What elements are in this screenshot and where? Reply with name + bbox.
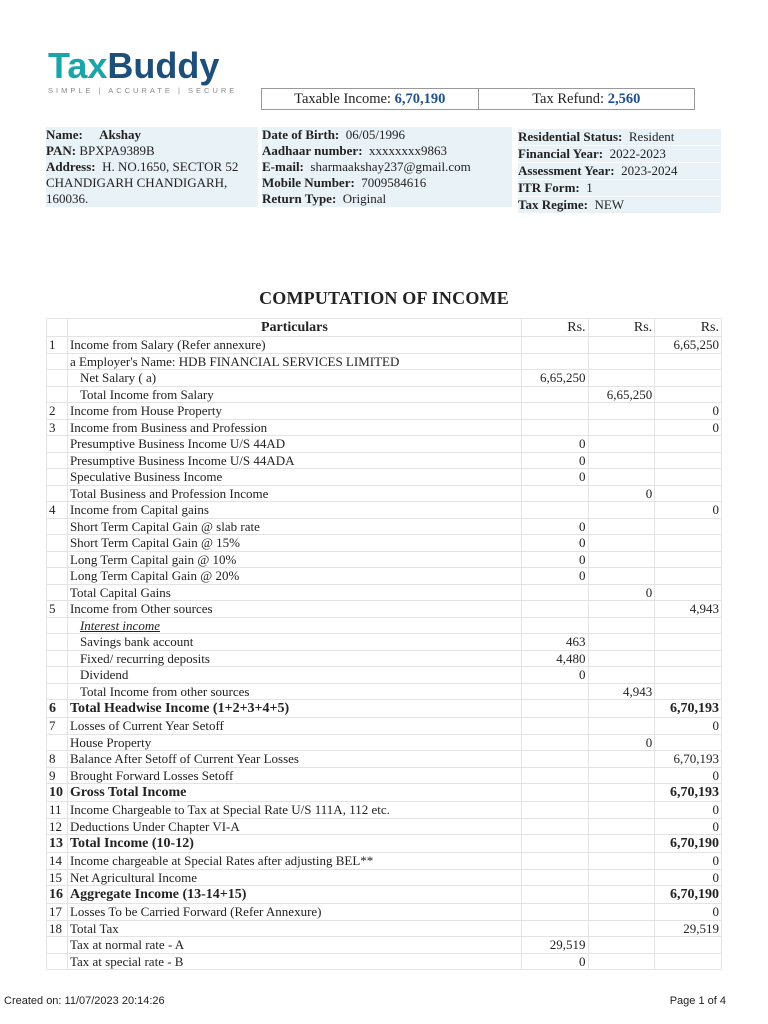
row-amount-col3: 0: [655, 853, 722, 870]
row-amount-col1: [521, 584, 588, 601]
row-particulars: Net Agricultural Income: [67, 869, 521, 886]
row-number: [47, 650, 68, 667]
row-amount-col3: 4,943: [655, 601, 722, 618]
email-value: sharmaakshay237@gmail.com: [310, 159, 471, 174]
row-amount-col1: 0: [521, 535, 588, 552]
row-number: [47, 469, 68, 486]
table-row: [47, 667, 722, 684]
address-line3: 160036.: [46, 191, 89, 206]
row-particulars: Losses To be Carried Forward (Refer Annexure): [67, 904, 521, 921]
table-row: [47, 337, 722, 354]
row-amount-col1: [521, 337, 588, 354]
row-number: 11: [47, 802, 68, 819]
row-amount-col1: [521, 403, 588, 420]
taxable-income-label: Taxable Income:: [294, 91, 391, 107]
row-amount-col3: 0: [655, 802, 722, 819]
row-amount-col3: [655, 650, 722, 667]
row-number: 15: [47, 869, 68, 886]
row-amount-col1: [521, 751, 588, 768]
row-particulars: Dividend: [67, 667, 521, 684]
row-amount-col1: [521, 485, 588, 502]
row-amount-col2: [588, 535, 655, 552]
row-amount-col2: [588, 469, 655, 486]
row-particulars: House Property: [67, 734, 521, 751]
table-row: [47, 370, 722, 387]
row-amount-col3: [655, 370, 722, 387]
tax-regime-value: NEW: [594, 197, 625, 212]
row-amount-col3: 0: [655, 718, 722, 735]
row-amount-col3: [655, 734, 722, 751]
row-amount-col1: 0: [521, 667, 588, 684]
personal-info-right: [518, 129, 721, 214]
row-number: 5: [47, 601, 68, 618]
table-row: [47, 818, 722, 835]
row-amount-col2: [588, 953, 655, 970]
row-amount-col2: 0: [588, 734, 655, 751]
row-particulars: Presumptive Business Income U/S 44AD: [67, 436, 521, 453]
row-particulars: Fixed/ recurring deposits: [67, 650, 521, 667]
row-amount-col3: 6,70,193: [655, 751, 722, 768]
personal-info-middle: [262, 127, 512, 207]
row-amount-col3: 6,65,250: [655, 337, 722, 354]
row-amount-col3: 6,70,190: [655, 886, 722, 904]
table-row: [47, 634, 722, 651]
table-row: [47, 518, 722, 535]
header-rs-2: Rs.: [588, 319, 655, 337]
row-amount-col3: 6,70,190: [655, 835, 722, 853]
table-row: [47, 419, 722, 436]
row-amount-col2: 6,65,250: [588, 386, 655, 403]
itr-form-label: ITR Form:: [518, 180, 580, 195]
table-row: [47, 452, 722, 469]
table-row: [47, 734, 722, 751]
row-particulars: Speculative Business Income: [67, 469, 521, 486]
row-particulars: Total Tax: [67, 920, 521, 937]
row-amount-col2: [588, 751, 655, 768]
row-amount-col2: [588, 568, 655, 585]
row-amount-col3: [655, 953, 722, 970]
row-amount-col3: [655, 469, 722, 486]
row-amount-col3: 29,519: [655, 920, 722, 937]
row-number: [47, 452, 68, 469]
row-amount-col2: [588, 718, 655, 735]
row-amount-col2: [588, 502, 655, 519]
row-particulars: Income from Business and Profession: [67, 419, 521, 436]
row-number: [47, 386, 68, 403]
row-amount-col1: [521, 920, 588, 937]
created-on-footer: Created on: 11/07/2023 20:14:26: [4, 995, 165, 1007]
row-particulars: Long Term Capital gain @ 10%: [67, 551, 521, 568]
row-amount-col2: [588, 853, 655, 870]
row-particulars: Income from House Property: [67, 403, 521, 420]
row-amount-col2: [588, 700, 655, 718]
row-number: 17: [47, 904, 68, 921]
row-amount-col1: [521, 853, 588, 870]
table-row: [47, 386, 722, 403]
table-row: [47, 353, 722, 370]
row-amount-col1: [521, 700, 588, 718]
personal-info-left: [46, 127, 258, 207]
table-row: [47, 802, 722, 819]
row-particulars: Total Headwise Income (1+2+3+4+5): [67, 700, 521, 718]
table-row: [47, 469, 722, 486]
taxbuddy-logo: [48, 45, 248, 98]
dob-label: Date of Birth:: [262, 127, 340, 142]
row-amount-col1: [521, 718, 588, 735]
table-row: [47, 751, 722, 768]
header-rs-3: Rs.: [655, 319, 722, 337]
row-amount-col3: [655, 518, 722, 535]
row-amount-col2: [588, 370, 655, 387]
row-number: [47, 937, 68, 954]
row-amount-col3: [655, 584, 722, 601]
table-row: [47, 953, 722, 970]
row-amount-col2: [588, 937, 655, 954]
row-amount-col3: [655, 667, 722, 684]
table-row: [47, 904, 722, 921]
row-amount-col2: [588, 436, 655, 453]
section-subheading: Interest income: [79, 617, 160, 633]
row-amount-col1: [521, 617, 588, 634]
return-type-value: Original: [342, 191, 387, 206]
row-amount-col1: 463: [521, 634, 588, 651]
row-amount-col1: 0: [521, 953, 588, 970]
row-particulars: Income Chargeable to Tax at Special Rate U/S 111A, 112 etc.: [67, 802, 521, 819]
row-amount-col3: [655, 634, 722, 651]
row-number: 14: [47, 853, 68, 870]
row-number: 16: [47, 886, 68, 904]
financial-year-value: 2022-2023: [609, 146, 666, 161]
row-number: [47, 667, 68, 684]
row-number: 2: [47, 403, 68, 420]
row-number: 8: [47, 751, 68, 768]
header-particulars: Particulars: [67, 319, 521, 337]
page-number-footer: Page 1 of 4: [669, 995, 726, 1007]
row-amount-col3: 6,70,193: [655, 784, 722, 802]
return-type-label: Return Type:: [262, 191, 337, 206]
row-number: 10: [47, 784, 68, 802]
table-row: [47, 502, 722, 519]
table-row: [47, 485, 722, 502]
row-amount-col1: [521, 386, 588, 403]
row-number: 4: [47, 502, 68, 519]
header-rs-1: Rs.: [521, 319, 588, 337]
row-particulars: Short Term Capital Gain @ 15%: [67, 535, 521, 552]
row-amount-col3: [655, 683, 722, 700]
row-particulars: Deductions Under Chapter VI-A: [67, 818, 521, 835]
row-amount-col3: 6,70,193: [655, 700, 722, 718]
row-amount-col2: 0: [588, 485, 655, 502]
row-amount-col2: [588, 802, 655, 819]
row-amount-col3: [655, 485, 722, 502]
row-amount-col2: [588, 634, 655, 651]
row-number: [47, 535, 68, 552]
table-row: [47, 700, 722, 718]
row-amount-col3: 0: [655, 502, 722, 519]
row-particulars: Total Income (10-12): [67, 835, 521, 853]
row-amount-col2: [588, 869, 655, 886]
row-amount-col3: 0: [655, 818, 722, 835]
email-label: E-mail:: [262, 159, 304, 174]
tax-refund-value: 2,560: [607, 91, 641, 107]
row-amount-col1: [521, 818, 588, 835]
row-amount-col2: [588, 403, 655, 420]
residential-status-value: Resident: [628, 129, 675, 144]
row-amount-col3: [655, 535, 722, 552]
row-number: 18: [47, 920, 68, 937]
row-amount-col2: [588, 920, 655, 937]
row-number: [47, 634, 68, 651]
table-row: [47, 920, 722, 937]
row-amount-col2: [588, 419, 655, 436]
row-amount-col3: [655, 436, 722, 453]
row-particulars: Tax at special rate - B: [67, 953, 521, 970]
computation-table: [46, 318, 722, 970]
table-row: [47, 568, 722, 585]
row-amount-col3: [655, 568, 722, 585]
row-amount-col1: [521, 734, 588, 751]
table-row: [47, 601, 722, 618]
row-amount-col2: 0: [588, 584, 655, 601]
address-label: Address:: [46, 159, 96, 174]
row-particulars: Total Business and Profession Income: [67, 485, 521, 502]
row-amount-col3: 0: [655, 904, 722, 921]
row-amount-col3: [655, 617, 722, 634]
row-particulars: Income chargeable at Special Rates after adjusting BEL**: [67, 853, 521, 870]
row-amount-col3: [655, 452, 722, 469]
row-number: [47, 485, 68, 502]
tax-regime-label: Tax Regime:: [518, 197, 588, 212]
row-amount-col2: [588, 767, 655, 784]
itr-form-value: 1: [586, 180, 593, 195]
row-number: [47, 370, 68, 387]
mobile-value: 7009584616: [361, 175, 427, 190]
row-amount-col3: [655, 937, 722, 954]
table-row: [47, 718, 722, 735]
row-number: 1: [47, 337, 68, 354]
table-row: [47, 535, 722, 552]
row-amount-col1: 0: [521, 452, 588, 469]
name-label: Name:: [46, 127, 83, 142]
row-amount-col1: [521, 767, 588, 784]
row-amount-col1: [521, 886, 588, 904]
row-amount-col3: [655, 551, 722, 568]
row-amount-col1: [521, 601, 588, 618]
row-amount-col2: [588, 886, 655, 904]
row-number: [47, 584, 68, 601]
table-row: [47, 853, 722, 870]
row-particulars: Income from Other sources: [67, 601, 521, 618]
row-particulars: Aggregate Income (13-14+15): [67, 886, 521, 904]
table-row: [47, 835, 722, 853]
row-amount-col1: [521, 784, 588, 802]
row-amount-col3: [655, 386, 722, 403]
row-number: [47, 734, 68, 751]
row-particulars: Long Term Capital Gain @ 20%: [67, 568, 521, 585]
row-amount-col3: 0: [655, 403, 722, 420]
assessment-year-value: 2023-2024: [621, 163, 678, 178]
row-number: [47, 568, 68, 585]
row-amount-col2: [588, 835, 655, 853]
row-particulars: Gross Total Income: [67, 784, 521, 802]
row-amount-col2: [588, 452, 655, 469]
row-number: [47, 953, 68, 970]
summary-box: [261, 88, 695, 110]
row-amount-col2: [588, 818, 655, 835]
row-number: [47, 617, 68, 634]
table-row: [47, 937, 722, 954]
row-amount-col2: [588, 518, 655, 535]
row-amount-col2: [588, 667, 655, 684]
taxable-income-cell: [262, 89, 478, 109]
aadhaar-value: xxxxxxxx9863: [369, 143, 448, 158]
row-amount-col3: 0: [655, 419, 722, 436]
logo-word-tax: Tax: [48, 45, 108, 86]
row-particulars: a Employer's Name: HDB FINANCIAL SERVICES LIMITED: [67, 353, 521, 370]
header-no-cell: [47, 319, 68, 337]
row-number: 9: [47, 767, 68, 784]
table-row: [47, 886, 722, 904]
assessment-year-label: Assessment Year:: [518, 163, 615, 178]
financial-year-label: Financial Year:: [518, 146, 604, 161]
row-number: [47, 436, 68, 453]
row-amount-col3: 0: [655, 869, 722, 886]
row-particulars: Savings bank account: [67, 634, 521, 651]
row-amount-col1: 0: [521, 469, 588, 486]
page-title: COMPUTATION OF INCOME: [259, 288, 509, 308]
row-amount-col2: [588, 353, 655, 370]
row-amount-col1: 29,519: [521, 937, 588, 954]
row-particulars: Total Capital Gains: [67, 584, 521, 601]
row-number: [47, 683, 68, 700]
row-amount-col3: 0: [655, 767, 722, 784]
row-amount-col3: [655, 353, 722, 370]
row-amount-col1: [521, 502, 588, 519]
tax-refund-cell: [478, 89, 695, 109]
table-row: [47, 403, 722, 420]
row-amount-col1: [521, 419, 588, 436]
row-amount-col2: [588, 337, 655, 354]
logo-word-buddy: Buddy: [107, 45, 220, 86]
row-particulars: [67, 617, 521, 634]
row-amount-col1: [521, 683, 588, 700]
row-amount-col2: [588, 617, 655, 634]
row-amount-col1: [521, 353, 588, 370]
tax-refund-label: Tax Refund:: [532, 91, 605, 107]
logo-tagline: SIMPLE | ACCURATE | SECURE: [48, 86, 238, 95]
table-row: [47, 767, 722, 784]
dob-value: 06/05/1996: [345, 127, 405, 142]
row-amount-col2: [588, 551, 655, 568]
row-number: 3: [47, 419, 68, 436]
row-particulars: Income from Salary (Refer annexure): [67, 337, 521, 354]
row-particulars: Tax at normal rate - A: [67, 937, 521, 954]
table-row: [47, 551, 722, 568]
row-particulars: Losses of Current Year Setoff: [67, 718, 521, 735]
row-number: 13: [47, 835, 68, 853]
row-amount-col1: 0: [521, 551, 588, 568]
row-amount-col2: [588, 784, 655, 802]
table-row: [47, 683, 722, 700]
table-row: [47, 650, 722, 667]
table-row: [47, 869, 722, 886]
name-value: Akshay: [99, 127, 141, 142]
row-particulars: Total Income from Salary: [67, 386, 521, 403]
row-particulars: Presumptive Business Income U/S 44ADA: [67, 452, 521, 469]
row-amount-col1: 0: [521, 518, 588, 535]
row-amount-col2: 4,943: [588, 683, 655, 700]
row-amount-col1: 4,480: [521, 650, 588, 667]
row-particulars: Total Income from other sources: [67, 683, 521, 700]
row-amount-col1: [521, 904, 588, 921]
table-row: [47, 436, 722, 453]
row-amount-col1: 0: [521, 436, 588, 453]
row-amount-col1: 0: [521, 568, 588, 585]
row-number: 6: [47, 700, 68, 718]
aadhaar-label: Aadhaar number:: [262, 143, 363, 158]
address-line2: CHANDIGARH CHANDIGARH,: [46, 175, 228, 190]
row-particulars: Net Salary ( a): [67, 370, 521, 387]
taxable-income-value: 6,70,190: [394, 91, 446, 107]
row-number: 7: [47, 718, 68, 735]
residential-status-label: Residential Status:: [518, 129, 623, 144]
row-particulars: Brought Forward Losses Setoff: [67, 767, 521, 784]
row-number: [47, 518, 68, 535]
row-amount-col2: [588, 904, 655, 921]
row-particulars: Balance After Setoff of Current Year Losses: [67, 751, 521, 768]
row-amount-col1: 6,65,250: [521, 370, 588, 387]
row-particulars: Short Term Capital Gain @ slab rate: [67, 518, 521, 535]
table-row: [47, 584, 722, 601]
row-amount-col2: [588, 650, 655, 667]
row-number: [47, 353, 68, 370]
pan-value: BPXPA9389B: [79, 143, 155, 158]
pan-label: PAN:: [46, 143, 77, 158]
row-amount-col1: [521, 835, 588, 853]
address-line1: H. NO.1650, SECTOR 52: [102, 159, 239, 174]
row-number: 12: [47, 818, 68, 835]
mobile-label: Mobile Number:: [262, 175, 355, 190]
row-amount-col2: [588, 601, 655, 618]
row-amount-col1: [521, 869, 588, 886]
row-amount-col1: [521, 802, 588, 819]
row-number: [47, 551, 68, 568]
table-header-row: [47, 319, 722, 337]
table-row: [47, 617, 722, 634]
row-particulars: Income from Capital gains: [67, 502, 521, 519]
table-row: [47, 784, 722, 802]
